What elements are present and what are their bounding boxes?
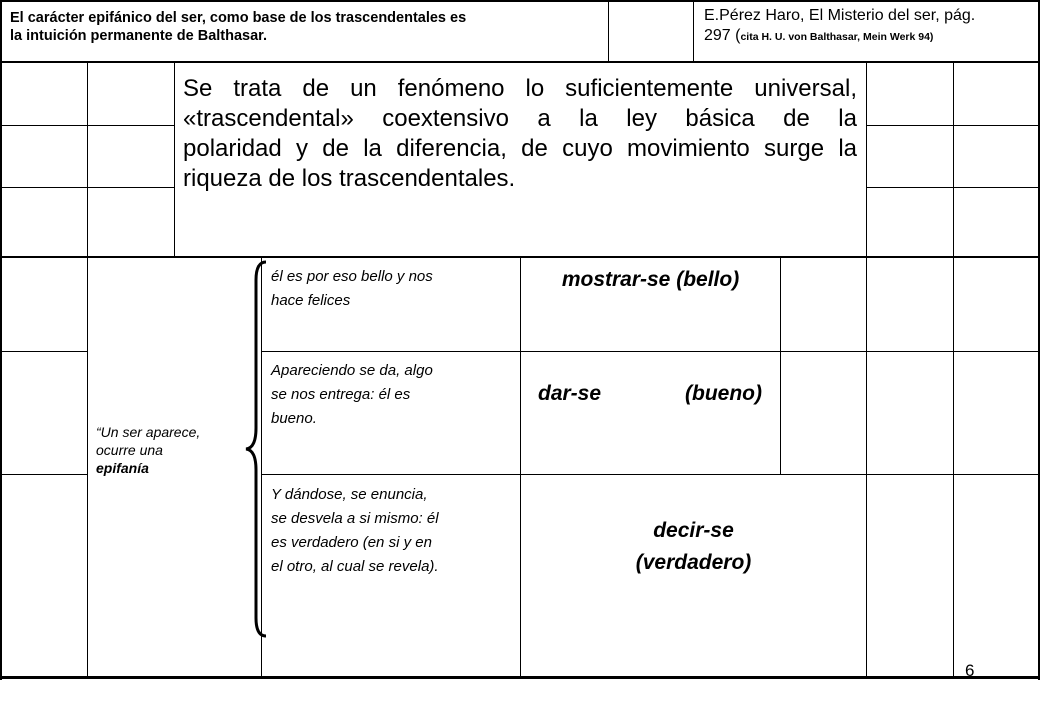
row2-term-b: (bueno): [685, 382, 762, 405]
header-title: [10, 9, 605, 45]
row2-desc-line2: se nos entrega: él es: [271, 386, 411, 403]
row1-desc-line2: hace felices: [271, 292, 351, 309]
quote-line4: riqueza de los trascendentales.: [183, 165, 516, 192]
row3-desc-line2: se desvela a si mismo: él: [271, 510, 439, 527]
row3-desc-line4: el otro, al cual se revela).: [271, 558, 439, 575]
row2-desc-line3: bueno.: [271, 410, 317, 427]
header-ref-cite: cita H. U. von Balthasar, Mein Werk 94): [740, 31, 934, 43]
row2-term: [538, 381, 762, 407]
row3-term-line1: decir-se: [653, 519, 734, 542]
curly-brace-icon: [244, 258, 268, 640]
header-reference: [704, 6, 1038, 47]
quote-line1: Se trata de un fenómeno lo suficientemente universal,: [183, 75, 857, 102]
quote-line2: «trascendental» coextensivo a la ley básica de la: [183, 105, 857, 132]
row3-description: [271, 483, 516, 579]
epifania-line3: epifanía: [96, 460, 149, 476]
row1-description: [271, 265, 516, 313]
epifania-label: [96, 423, 256, 477]
row1-term: mostrar-se (bello): [561, 268, 740, 291]
header-title-line1: El carácter epifánico del ser, como base de los trascendentales es: [10, 10, 467, 26]
header-title-line2: la intuición permanente de Balthasar.: [10, 28, 268, 44]
quote-line3: polaridad y de la diferencia, de cuyo movimiento surge la: [183, 135, 857, 162]
row2-term-a: dar-se: [538, 382, 602, 405]
row1-desc-line1: él es por eso bello y nos: [271, 268, 433, 285]
row3-desc-line1: Y dándose, se enuncia,: [271, 486, 428, 503]
row2-desc-line1: Apareciendo se da, algo: [271, 362, 433, 379]
row3-desc-line3: es verdadero (en si y en: [271, 534, 432, 551]
epifania-line1: “Un ser aparece,: [96, 424, 201, 440]
row3-term-line2: (verdadero): [635, 551, 752, 574]
row3-term: [521, 515, 866, 579]
header-ref-page: 297 (: [704, 27, 741, 44]
page-number: 6: [965, 661, 975, 680]
epifania-line2: ocurre una: [96, 442, 163, 458]
row2-description: [271, 359, 516, 431]
quote-paragraph: [183, 74, 857, 194]
header-ref-line1: E.Pérez Haro, El Misterio del ser, pág.: [704, 7, 976, 24]
